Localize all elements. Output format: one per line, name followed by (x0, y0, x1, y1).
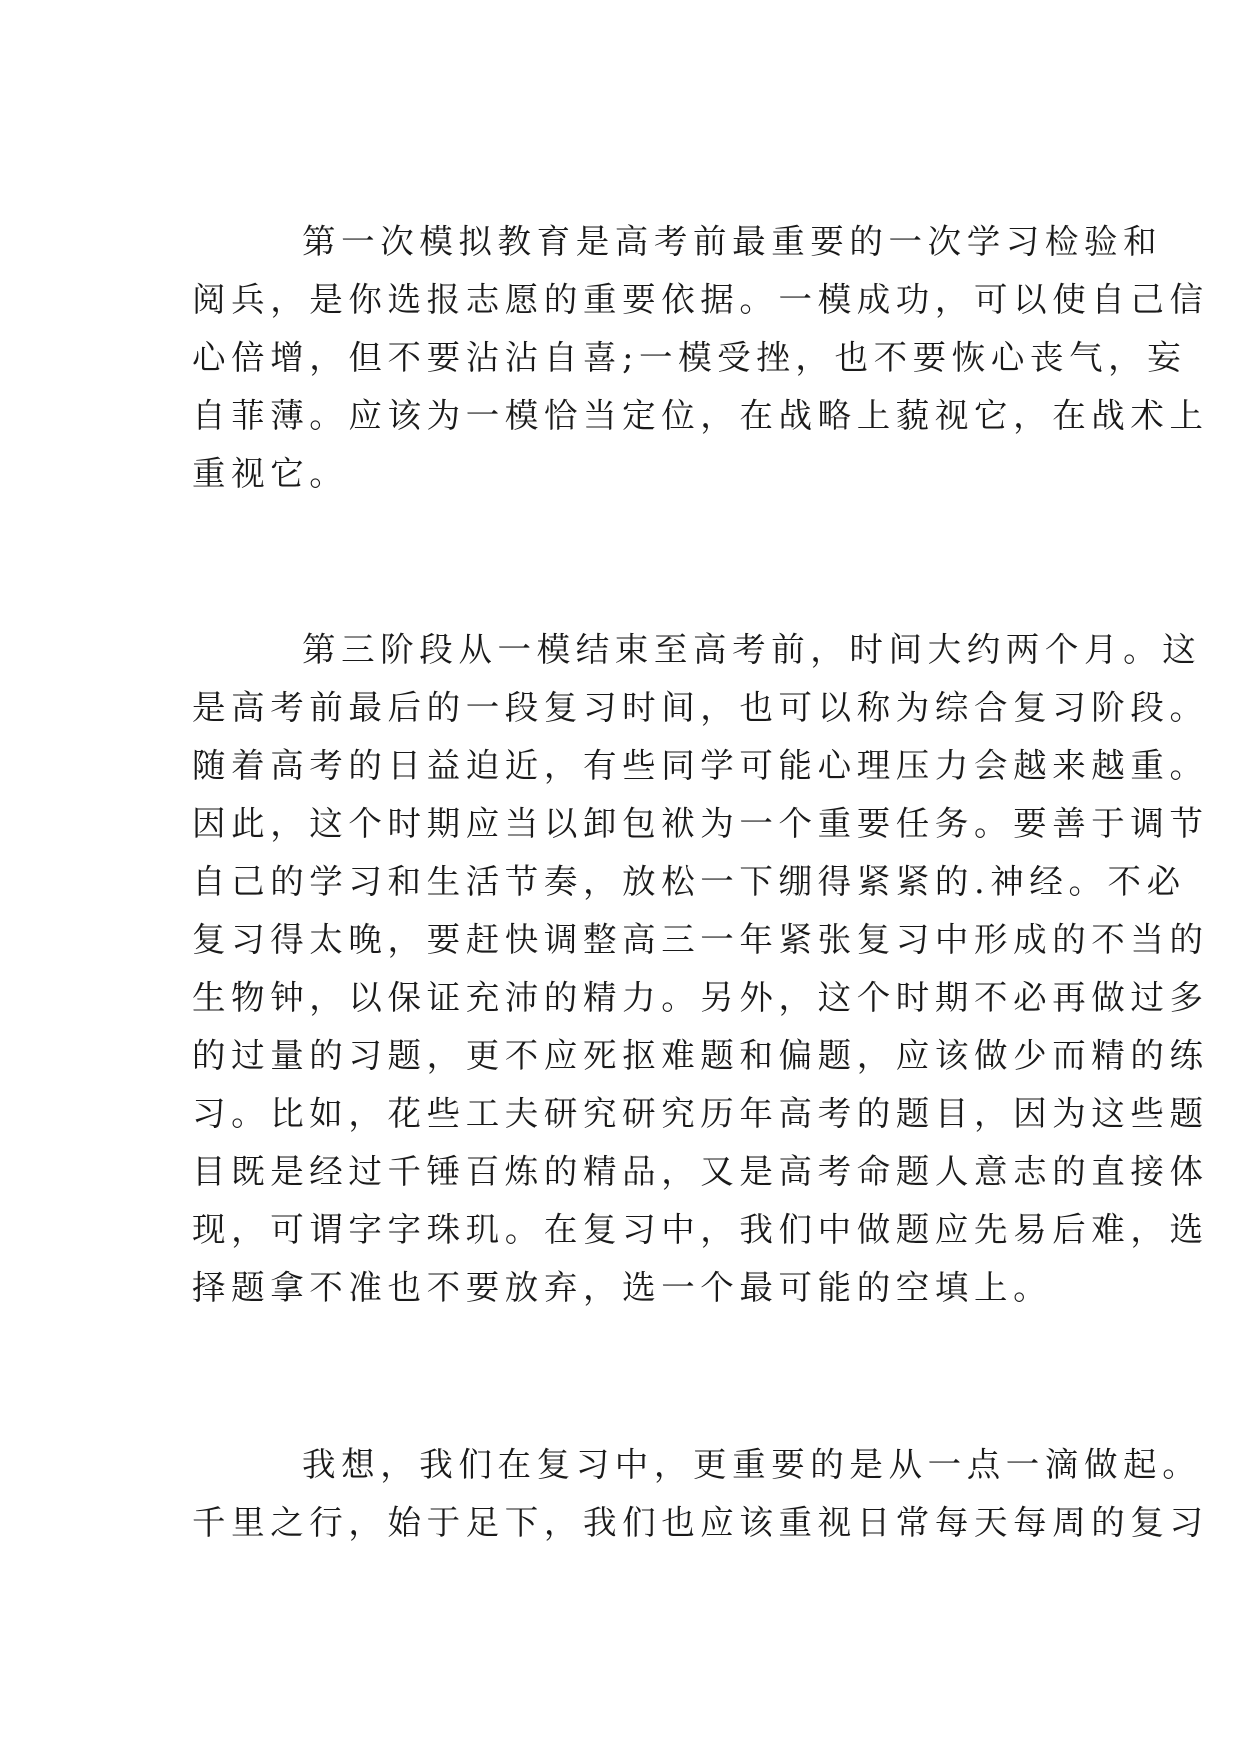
text-line: 千里之行，始于足下，我们也应该重视日常每天每周的复习 (192, 1503, 1209, 1542)
text-line: 择题拿不准也不要放弃，选一个最可能的空填上。 (192, 1268, 1053, 1307)
text-line: 的过量的习题，更不应死抠难题和偏题，应该做少而精的练 (192, 1036, 1209, 1075)
text-line: 生物钟，以保证充沛的精力。另外，这个时期不必再做过多 (192, 978, 1209, 1017)
text-line: 重视它。 (192, 454, 349, 493)
text-line: 是高考前最后的一段复习时间，也可以称为综合复习阶段。 (192, 688, 1209, 727)
text-line: 因此，这个时期应当以卸包袱为一个重要任务。要善于调节 (192, 804, 1209, 843)
text-line: 第一次模拟教育是高考前最重要的一次学习检验和 (302, 222, 1163, 261)
paragraph-mock-exam (192, 213, 1209, 503)
text-line: 现，可谓字字珠玑。在复习中，我们中做题应先易后难，选 (192, 1210, 1209, 1249)
text-line: 自己的学习和生活节奏，放松一下绷得紧紧的.神经。不必 (192, 862, 1186, 901)
text-line: 目既是经过千锤百炼的精品，又是高考命题人意志的直接体 (192, 1152, 1209, 1191)
paragraph-step-by-step (192, 1436, 1209, 1552)
text-line: 复习得太晚，要赶快调整高三一年紧张复习中形成的不当的 (192, 920, 1209, 959)
text-line: 随着高考的日益迫近，有些同学可能心理压力会越来越重。 (192, 746, 1209, 785)
text-line: 阅兵，是你选报志愿的重要依据。一模成功，可以使自己信 (192, 280, 1209, 319)
text-line: 习。比如，花些工夫研究研究历年高考的题目，因为这些题 (192, 1094, 1209, 1133)
text-line: 心倍增，但不要沾沾自喜;一模受挫，也不要恢心丧气，妄 (192, 338, 1187, 377)
text-line: 第三阶段从一模结束至高考前，时间大约两个月。这 (302, 630, 1202, 669)
text-line: 我想，我们在复习中，更重要的是从一点一滴做起。 (302, 1445, 1202, 1484)
paragraph-third-stage (192, 621, 1209, 1317)
text-line: 自菲薄。应该为一模恰当定位，在战略上藐视它，在战术上 (192, 396, 1209, 435)
